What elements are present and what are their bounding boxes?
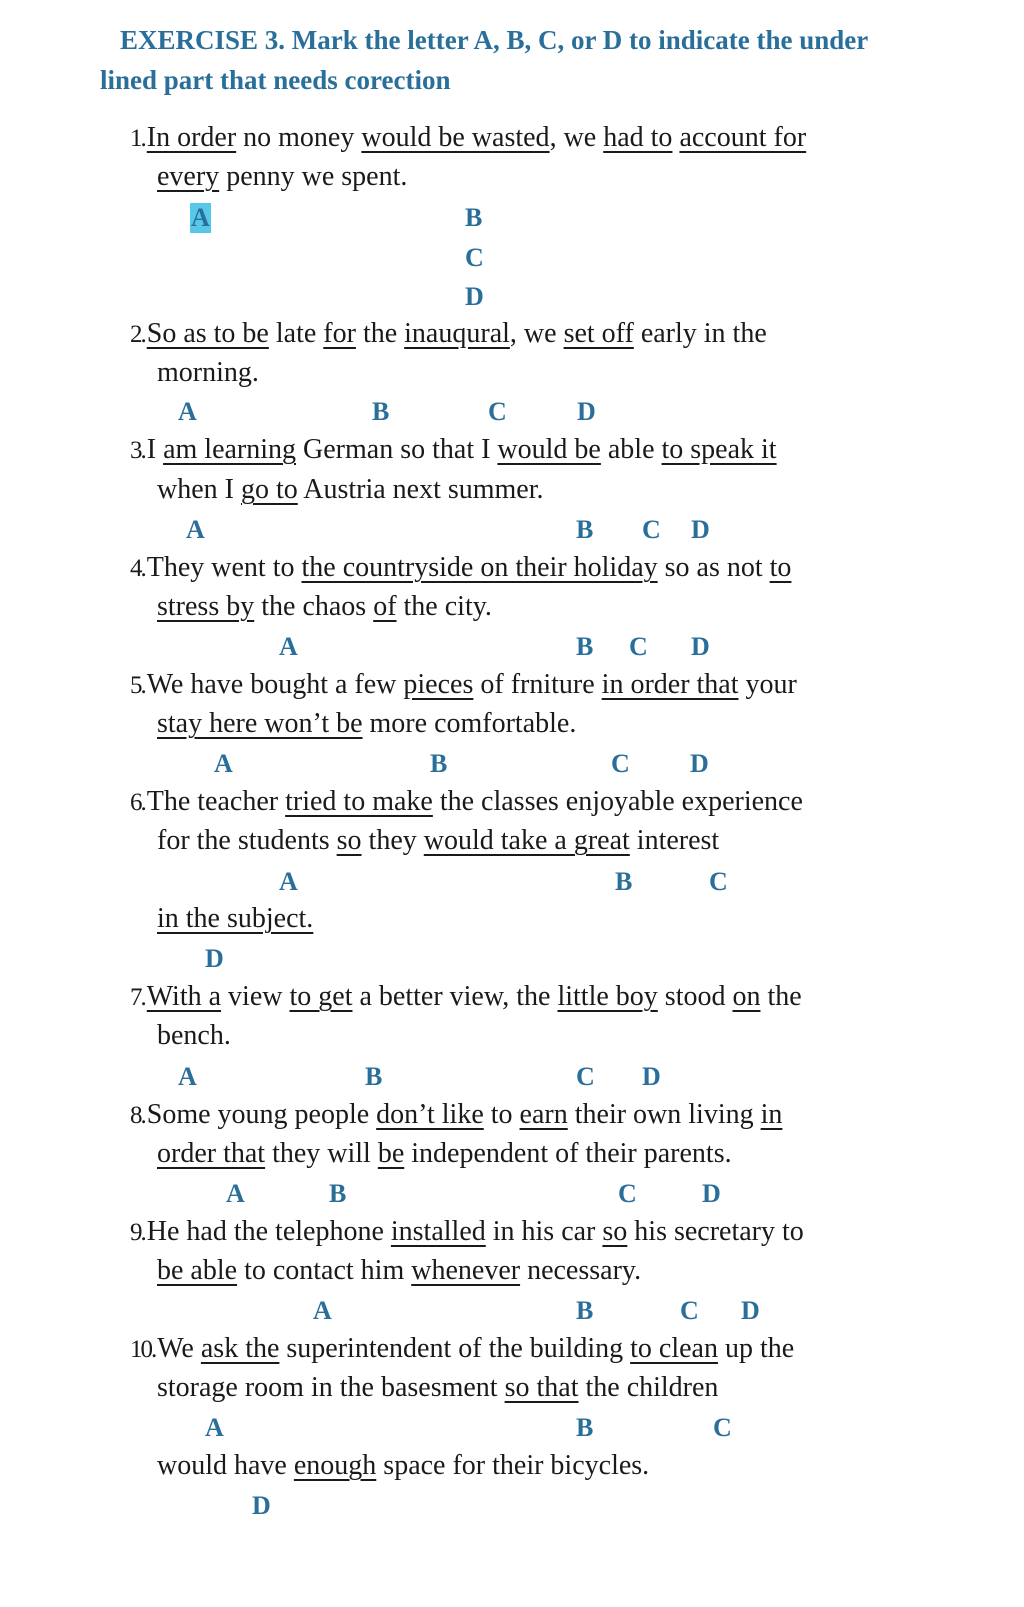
q1-option-c[interactable]: C (465, 243, 484, 272)
question-10-line-3: would have enough space for their bicycles. (157, 1450, 650, 1481)
q10-option-b[interactable]: B (576, 1413, 594, 1442)
question-6-line-2: for the students so they would take a great interest (157, 825, 720, 856)
q7-option-d[interactable]: D (642, 1062, 661, 1091)
question-7-line-2: bench. (157, 1020, 231, 1051)
question-6-line-1: 6.The teacher tried to make the classes enjoyable experience (130, 786, 803, 817)
question-1-line-1: 1.In order no money would be wasted, we had to account for (130, 122, 807, 153)
question-5-line-2: stay here won’t be more comfortable. (157, 708, 577, 739)
question-5-line-1: 5.We have bought a few pieces of frniture in order that your (130, 669, 797, 700)
q4-option-c[interactable]: C (629, 632, 648, 661)
question-9-line-2: be able to contact him whenever necessary. (157, 1255, 642, 1286)
question-7-line-1: 7.With a view to get a better view, the little boy stood on the (130, 981, 802, 1012)
question-8-line-2: order that they will be independent of their parents. (157, 1138, 732, 1169)
q10-option-c[interactable]: C (713, 1413, 732, 1442)
question-4-line-2: stress by the chaos of the city. (157, 591, 492, 622)
q5-option-b[interactable]: B (430, 749, 448, 778)
question-9-line-1: 9.He had the telephone installed in his car so his secretary to (130, 1216, 804, 1247)
question-3-line-1: 3.I am learning German so that I would be able to speak it (130, 434, 777, 465)
q9-option-a[interactable]: A (313, 1296, 332, 1325)
q3-option-a[interactable]: A (186, 515, 205, 544)
question-2-line-2: morning. (157, 357, 259, 388)
question-1-line-2: every penny we spent. (157, 161, 408, 192)
question-4-line-1: 4.They went to the countryside on their holiday so as not to (130, 552, 792, 583)
q5-option-a[interactable]: A (214, 749, 233, 778)
q9-option-c[interactable]: C (680, 1296, 699, 1325)
q2-option-b[interactable]: B (372, 397, 390, 426)
q4-option-d[interactable]: D (691, 632, 710, 661)
q3-option-d[interactable]: D (691, 515, 710, 544)
q7-option-a[interactable]: A (178, 1062, 197, 1091)
page-title: EXERCISE 3. Mark the letter A, B, C, or D to indicate the under lined part that needs corection (100, 25, 868, 95)
q6-option-c[interactable]: C (709, 867, 728, 896)
question-2-line-1: 2.So as to be late for the inauqural, we set off early in the (130, 318, 767, 349)
q7-option-c[interactable]: C (576, 1062, 595, 1091)
q8-option-b[interactable]: B (329, 1179, 347, 1208)
q3-option-b[interactable]: B (576, 515, 594, 544)
question-10-line-1: 10.We ask the superintendent of the building to clean up the (130, 1333, 795, 1364)
q2-option-c[interactable]: C (488, 397, 507, 426)
q1-option-d[interactable]: D (465, 282, 484, 311)
question-8-line-1: 8.Some young people don’t like to earn their own living in (130, 1099, 783, 1130)
question-3-line-2: when I go to Austria next summer. (157, 474, 544, 505)
q8-option-c[interactable]: C (618, 1179, 637, 1208)
q1-option-b[interactable]: B (465, 203, 483, 232)
q10-option-d[interactable]: D (252, 1491, 271, 1520)
q1-option-a[interactable]: A (191, 203, 210, 232)
q3-option-c[interactable]: C (642, 515, 661, 544)
q7-option-b[interactable]: B (365, 1062, 383, 1091)
q6-option-d[interactable]: D (205, 944, 224, 973)
q2-option-a[interactable]: A (178, 397, 197, 426)
q8-option-d[interactable]: D (702, 1179, 721, 1208)
q5-option-d[interactable]: D (690, 749, 709, 778)
q4-option-b[interactable]: B (576, 632, 594, 661)
q2-option-d[interactable]: D (577, 397, 596, 426)
q5-option-c[interactable]: C (611, 749, 630, 778)
q6-option-b[interactable]: B (615, 867, 633, 896)
question-6-line-3: in the subject. (157, 903, 314, 934)
q10-option-a[interactable]: A (205, 1413, 224, 1442)
q9-option-d[interactable]: D (741, 1296, 760, 1325)
q4-option-a[interactable]: A (279, 632, 298, 661)
question-10-line-2: storage room in the basesment so that the children (157, 1372, 719, 1403)
q9-option-b[interactable]: B (576, 1296, 594, 1325)
q8-option-a[interactable]: A (226, 1179, 245, 1208)
q6-option-a[interactable]: A (279, 867, 298, 896)
